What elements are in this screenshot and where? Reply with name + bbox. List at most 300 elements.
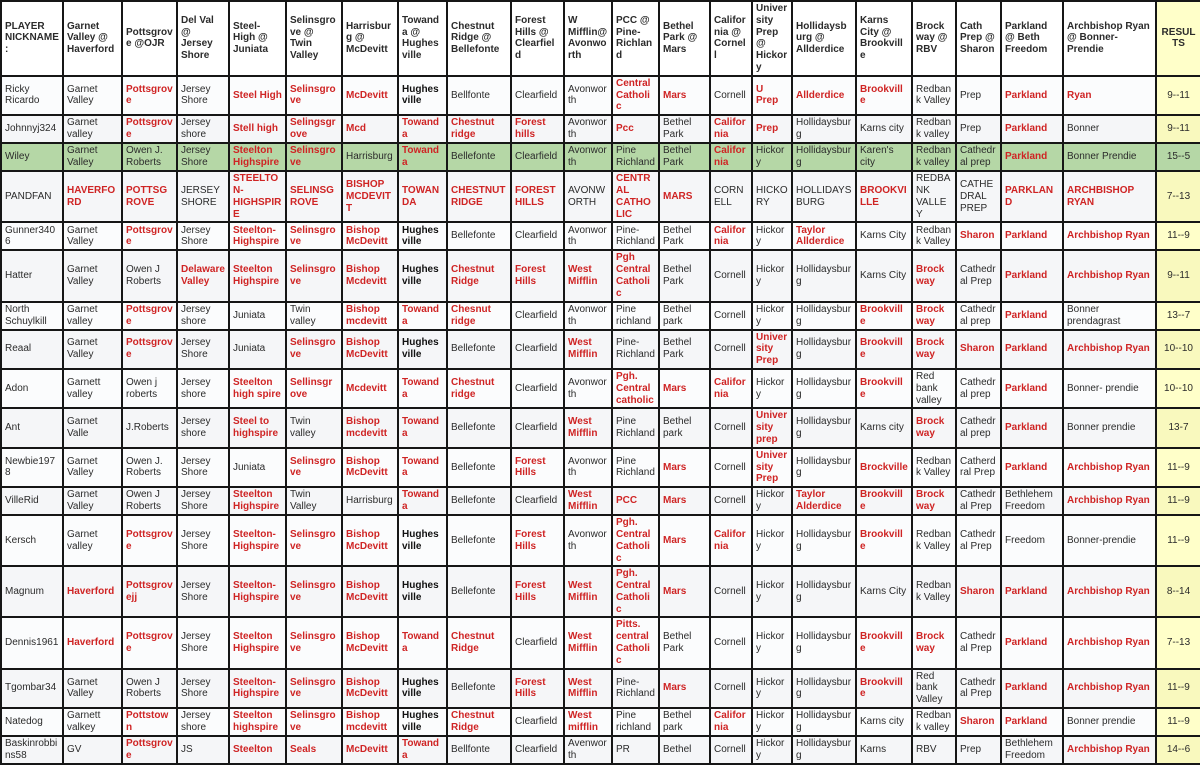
result-cell: 11--9 — [1156, 669, 1200, 708]
pick-cell: Central Catholic — [612, 76, 659, 115]
pick-cell: Mcdevitt — [342, 369, 398, 408]
pick-cell: HAVERFORD — [63, 171, 122, 222]
result-cell: 10--10 — [1156, 369, 1200, 408]
pick-cell: Jersey Shore — [177, 448, 229, 487]
table-row — [1, 76, 1200, 115]
pick-cell: Bethel park — [659, 408, 710, 447]
pick-cell: Bellefonte — [447, 448, 511, 487]
pick-cell: Freedom — [1001, 515, 1063, 566]
pick-cell: CORNELL — [710, 171, 752, 222]
pick-cell: Hickory — [752, 736, 792, 764]
pick-cell: Steelton highspire — [229, 708, 286, 736]
pick-cell: Karns City — [856, 250, 912, 301]
pick-cell: Seals — [286, 736, 342, 764]
pick-cell: Prep — [956, 736, 1001, 764]
matchup-header: Pottsgrove @OJR — [122, 1, 177, 76]
player-nickname-cell: Ant — [1, 408, 63, 447]
pick-cell: Cornell — [710, 76, 752, 115]
pick-cell: Mars — [659, 515, 710, 566]
picks-tbody — [1, 76, 1200, 764]
pick-cell: Archbishop Ryan — [1063, 222, 1156, 250]
pick-cell: Forest Hills — [511, 515, 564, 566]
pick-cell: Mars — [659, 448, 710, 487]
pick-cell: Clearfield — [511, 487, 564, 515]
pick-cell: Hughesville — [398, 330, 447, 369]
pick-cell: Bellfonte — [447, 736, 511, 764]
pick-cell: Garnet Valle — [63, 408, 122, 447]
pick-cell: Bishop mcdevitt — [342, 302, 398, 330]
pick-cell: West Mifflin — [564, 487, 612, 515]
table-row — [1, 250, 1200, 301]
pick-cell: AVONWORTH — [564, 171, 612, 222]
pick-cell: Red bank Valley — [912, 669, 956, 708]
pick-cell: PR — [612, 736, 659, 764]
pick-cell: Jersey Shore — [177, 487, 229, 515]
pick-cell: Bellefonte — [447, 408, 511, 447]
pick-cell: Mars — [659, 76, 710, 115]
pick-cell: Steel High — [229, 76, 286, 115]
pick-cell: Chestnut Ridge — [447, 250, 511, 301]
pick-cell: Brockway — [912, 487, 956, 515]
pick-cell: Karen's city — [856, 143, 912, 171]
pick-cell: Hickory — [752, 369, 792, 408]
pick-cell: Hollidaysburg — [792, 736, 856, 764]
pick-cell: Hollidaysburg — [792, 515, 856, 566]
pick-cell: Pgh. Central Catholic — [612, 515, 659, 566]
pick-cell: Pine richland — [612, 708, 659, 736]
matchup-header: Cath Prep @ Sharon — [956, 1, 1001, 76]
pick-cell: Redbank valley — [912, 115, 956, 143]
result-cell: 8--14 — [1156, 566, 1200, 617]
matchup-header: Parkland @ Beth Freedom — [1001, 1, 1063, 76]
pick-cell: Towanda — [398, 736, 447, 764]
pick-cell: HOLLIDAYSBURG — [792, 171, 856, 222]
header-row — [1, 1, 1200, 76]
pick-cell: Jersey Shore — [177, 617, 229, 668]
pick-cell: Hollidaysburg — [792, 330, 856, 369]
matchup-header: W Mifflin@ Avonworth — [564, 1, 612, 76]
pick-cell: Mars — [659, 566, 710, 617]
matchup-header: Del Val @ Jersey Shore — [177, 1, 229, 76]
result-cell: 11--9 — [1156, 222, 1200, 250]
pick-cell: Red bank valley — [912, 369, 956, 408]
pick-cell: Cornell — [710, 566, 752, 617]
pick-cell: Cathedral prep — [956, 143, 1001, 171]
pick-cell: Garnet Valley — [63, 330, 122, 369]
pick-cell: Bishop Mcdevitt — [342, 250, 398, 301]
pick-cell: Chesnut ridge — [447, 302, 511, 330]
pick-cell: Hollidaysburg — [792, 669, 856, 708]
pick-cell: Bellefonte — [447, 143, 511, 171]
pick-cell: Bonner prendagrast — [1063, 302, 1156, 330]
pick-cell: Redbank Valley — [912, 515, 956, 566]
matchup-header: Harrisburg @ McDevitt — [342, 1, 398, 76]
result-cell: 10--10 — [1156, 330, 1200, 369]
pick-cell: Towanda — [398, 487, 447, 515]
pick-cell: Archbishop Ryan — [1063, 330, 1156, 369]
pick-cell: Hughesville — [398, 566, 447, 617]
pick-cell: Jersey shore — [177, 369, 229, 408]
pick-cell: Brookville — [856, 487, 912, 515]
pick-cell: West Mifflin — [564, 669, 612, 708]
pick-cell: Bethel park — [659, 302, 710, 330]
pick-cell: Parkland — [1001, 330, 1063, 369]
matchup-header: Garnet Valley @ Haverford — [63, 1, 122, 76]
pick-cell: California — [710, 369, 752, 408]
pick-cell: Avonworth — [564, 448, 612, 487]
pick-cell: Twin valley — [286, 302, 342, 330]
table-row — [1, 566, 1200, 617]
pick-cell: Bellefonte — [447, 222, 511, 250]
pick-cell: Owen J Roberts — [122, 250, 177, 301]
pick-cell: Avonworth — [564, 515, 612, 566]
pick-cell: Pine Richland — [612, 448, 659, 487]
pick-cell: Cornell — [710, 448, 752, 487]
pick-cell: Hughesville — [398, 515, 447, 566]
pick-cell: McDevitt — [342, 736, 398, 764]
pick-cell: ARCHBISHOP RYAN — [1063, 171, 1156, 222]
matchup-header: Chestnut Ridge @ Bellefonte — [447, 1, 511, 76]
pick-cell: Pine-Richland — [612, 669, 659, 708]
pick-cell: Pottsgrove — [122, 617, 177, 668]
pick-cell: Forest Hills — [511, 566, 564, 617]
pick-cell: Redbank Valley — [912, 76, 956, 115]
table-row — [1, 617, 1200, 668]
pick-cell: Garnett valley — [63, 369, 122, 408]
pick-cell: Hickory — [752, 487, 792, 515]
pick-cell: Karns City — [856, 222, 912, 250]
pick-cell: Selinsgrove — [286, 515, 342, 566]
pick-cell: Parkland — [1001, 448, 1063, 487]
pick-cell: Garnett valkey — [63, 708, 122, 736]
player-nickname-cell: Magnum — [1, 566, 63, 617]
pick-cell: Bishop McDevitt — [342, 669, 398, 708]
pick-cell: Karns city — [856, 408, 912, 447]
pick-cell: Pcc — [612, 115, 659, 143]
pick-cell: Bethlehem Freedom — [1001, 736, 1063, 764]
pick-cell: West Mifflin — [564, 330, 612, 369]
player-nickname-cell: Kersch — [1, 515, 63, 566]
result-cell: 7--13 — [1156, 617, 1200, 668]
pick-cell: Selinsgrove — [286, 566, 342, 617]
pick-cell: Avonworth — [564, 115, 612, 143]
pick-cell: Parkland — [1001, 617, 1063, 668]
pick-cell: Sharon — [956, 566, 1001, 617]
pick-cell: Hollidaysburg — [792, 448, 856, 487]
pick-cell: Bellefonte — [447, 487, 511, 515]
result-cell: 15--5 — [1156, 143, 1200, 171]
pick-cell: Garnet valley — [63, 302, 122, 330]
pick-cell: Cathedral Prep — [956, 669, 1001, 708]
pick-cell: Karns city — [856, 708, 912, 736]
pick-cell: CHESTNUT RIDGE — [447, 171, 511, 222]
pick-cell: JERSEY SHORE — [177, 171, 229, 222]
pick-cell: Bethel park — [659, 708, 710, 736]
pick-cell: Redbank Valley — [912, 222, 956, 250]
pick-cell: Pitts. central Catholic — [612, 617, 659, 668]
pick-cell: Cornell — [710, 736, 752, 764]
pick-cell: Hickory — [752, 617, 792, 668]
player-nickname-cell: Newbie1978 — [1, 448, 63, 487]
pick-cell: Ryan — [1063, 76, 1156, 115]
pick-cell: Clearfield — [511, 76, 564, 115]
pick-cell: Cathedral Prep — [956, 617, 1001, 668]
pick-cell: Karns city — [856, 115, 912, 143]
pick-cell: PARKLAND — [1001, 171, 1063, 222]
pick-cell: Jersey Shore — [177, 330, 229, 369]
pick-cell: Steelton-Highspire — [229, 515, 286, 566]
pick-cell: Hickory — [752, 669, 792, 708]
pick-cell: Parkland — [1001, 302, 1063, 330]
pick-cell: Cathedral Prep — [956, 250, 1001, 301]
pick-cell: Chestnut ridge — [447, 115, 511, 143]
pick-cell: Delaware Valley — [177, 250, 229, 301]
table-row — [1, 369, 1200, 408]
pick-cell: Bellefonte — [447, 515, 511, 566]
player-nickname-cell: Hatter — [1, 250, 63, 301]
pick-cell: Cornell — [710, 302, 752, 330]
pick-cell: Forest hills — [511, 115, 564, 143]
pick-cell: Pottsgrove — [122, 515, 177, 566]
pick-cell: Hollidaysburg — [792, 408, 856, 447]
pick-cell: Juniata — [229, 302, 286, 330]
pick-cell: Owen j roberts — [122, 369, 177, 408]
pick-cell: U Prep — [752, 76, 792, 115]
pick-cell: Cornell — [710, 330, 752, 369]
player-nickname-cell: Reaal — [1, 330, 63, 369]
pick-cell: Towanda — [398, 617, 447, 668]
pick-cell: Hughesville — [398, 222, 447, 250]
pick-cell: Bellefonte — [447, 669, 511, 708]
pick-cell: Pine-Richland — [612, 330, 659, 369]
pick-cell: Brookville — [856, 369, 912, 408]
pick-cell: Garnet Valley — [63, 143, 122, 171]
pick-cell: Jersey Shore — [177, 143, 229, 171]
pick-cell: California — [710, 222, 752, 250]
pick-cell: BISHOP MCDEVITT — [342, 171, 398, 222]
pick-cell: West Mifflin — [564, 566, 612, 617]
pick-cell: Jersey shore — [177, 708, 229, 736]
pick-cell: McDevitt — [342, 76, 398, 115]
pick-cell: Hickory — [752, 222, 792, 250]
matchup-header: University Prep @ Hickory — [752, 1, 792, 76]
pick-cell: Bishop McDevitt — [342, 617, 398, 668]
pick-cell: Garnet Valley — [63, 669, 122, 708]
pick-cell: Prep — [752, 115, 792, 143]
pick-cell: Sellinsgrove — [286, 369, 342, 408]
pick-cell: Pottsgrove — [122, 222, 177, 250]
pick-cell: TOWANDA — [398, 171, 447, 222]
pick-cell: Parkland — [1001, 369, 1063, 408]
pick-cell: Archbishop Ryan — [1063, 617, 1156, 668]
matchup-header: California @ Cornell — [710, 1, 752, 76]
pick-cell: Twin Valley — [286, 487, 342, 515]
table-row — [1, 222, 1200, 250]
table-row — [1, 487, 1200, 515]
pick-cell: RBV — [912, 736, 956, 764]
pick-cell: Catherdral Prep — [956, 448, 1001, 487]
pick-cell: Redbank valley — [912, 143, 956, 171]
pick-cell: Selinsgrove — [286, 250, 342, 301]
pick-cell: CATHEDRAL PREP — [956, 171, 1001, 222]
pick-cell: Towanda — [398, 143, 447, 171]
pick-cell: Bishop McDevitt — [342, 222, 398, 250]
pick-cell: Pottsgrove — [122, 302, 177, 330]
pick-cell: Parkland — [1001, 143, 1063, 171]
pick-cell: STEELTON-HIGHSPIRE — [229, 171, 286, 222]
pick-cell: Allderdice — [792, 76, 856, 115]
pick-cell: REDBANK VALLEY — [912, 171, 956, 222]
pick-cell: HICKORY — [752, 171, 792, 222]
pick-cell: Pgh. Central Catholic — [612, 566, 659, 617]
pick-cell: University Prep — [752, 330, 792, 369]
pick-cell: Jersey Shore — [177, 566, 229, 617]
results-header: RESULTS — [1156, 1, 1200, 76]
pick-cell: Towanda — [398, 302, 447, 330]
pick-cell: Jersey shore — [177, 115, 229, 143]
pick-cell: Pottsgrovejj — [122, 566, 177, 617]
pick-cell: Bishop mcdevitt — [342, 408, 398, 447]
pick-cell: Parkland — [1001, 222, 1063, 250]
table-row — [1, 736, 1200, 764]
table-row — [1, 171, 1200, 222]
pick-cell: Bonner prendie — [1063, 408, 1156, 447]
pick-cell: Karns City — [856, 566, 912, 617]
pick-cell: Parkland — [1001, 408, 1063, 447]
pick-cell: Pine-Richland — [612, 222, 659, 250]
pick-cell: Bellfonte — [447, 76, 511, 115]
player-nickname-cell: Gunner3406 — [1, 222, 63, 250]
pick-cell: Harrisburg — [342, 487, 398, 515]
result-cell: 7--13 — [1156, 171, 1200, 222]
pick-cell: Avonworth — [564, 76, 612, 115]
matchup-header: Forest Hills @ Clearfield — [511, 1, 564, 76]
matchup-header: Selinsgrove @ Twin Valley — [286, 1, 342, 76]
matchup-header: Hollidaysburg @ Allderdice — [792, 1, 856, 76]
pick-cell: Hollidaysburg — [792, 708, 856, 736]
pick-cell: Hughesville — [398, 250, 447, 301]
pick-cell: Cathedral prep — [956, 302, 1001, 330]
pick-cell: Bonner-prendie — [1063, 515, 1156, 566]
pick-cell: Bethel Park — [659, 115, 710, 143]
result-cell: 11--9 — [1156, 708, 1200, 736]
pick-cell: Hughesville — [398, 669, 447, 708]
pick-cell: Hickory — [752, 250, 792, 301]
pick-cell: Hughesville — [398, 708, 447, 736]
table-row — [1, 302, 1200, 330]
pick-cell: Bethel Park — [659, 330, 710, 369]
pick-cell: Bethel Park — [659, 222, 710, 250]
matchup-header: Archbishop Ryan @ Bonner-Prendie — [1063, 1, 1156, 76]
pick-cell: Parkland — [1001, 115, 1063, 143]
pick-cell: Towanda — [398, 408, 447, 447]
result-cell: 11--9 — [1156, 515, 1200, 566]
player-nickname-cell: Wiley — [1, 143, 63, 171]
pick-cell: Brookville — [856, 515, 912, 566]
pick-cell: Pottsgrove — [122, 76, 177, 115]
pick-cell: Selinsgrove — [286, 143, 342, 171]
pick-cell: California — [710, 708, 752, 736]
pick-cell: Jersey shore — [177, 302, 229, 330]
pick-cell: SELINSGROVE — [286, 171, 342, 222]
table-row — [1, 330, 1200, 369]
player-nickname-header: PLAYER NICKNAME: — [1, 1, 63, 76]
pick-cell: Owen J Roberts — [122, 669, 177, 708]
pick-cell: Hollidaysburg — [792, 617, 856, 668]
matchup-header: Towanda @ Hughesville — [398, 1, 447, 76]
pick-cell: Cathedral Prep — [956, 487, 1001, 515]
pick-cell: Bishop mcdevitt — [342, 708, 398, 736]
pick-cell: Avenworth — [564, 736, 612, 764]
table-row — [1, 708, 1200, 736]
pick-cell: Garnet Valley — [63, 448, 122, 487]
pick-cell: Bellefonte — [447, 566, 511, 617]
pick-cell: Chestnut ridge — [447, 369, 511, 408]
pick-cell: Towanda — [398, 369, 447, 408]
pick-cell: Avonworth — [564, 143, 612, 171]
pick-cell: Chestnut Ridge — [447, 708, 511, 736]
pick-cell: Steelton Highspire — [229, 487, 286, 515]
pick-cell: Pottsgrove — [122, 115, 177, 143]
player-nickname-cell: Baskinrobbins58 — [1, 736, 63, 764]
pick-cell: Redbank Valley — [912, 566, 956, 617]
pick-cell: BROOKVILLE — [856, 171, 912, 222]
result-cell: 14--6 — [1156, 736, 1200, 764]
result-cell: 11--9 — [1156, 448, 1200, 487]
pick-cell: West Mifflin — [564, 408, 612, 447]
pick-cell: California — [710, 143, 752, 171]
pick-cell: Bonner prendie — [1063, 708, 1156, 736]
pick-cell: Hollidaysburg — [792, 115, 856, 143]
pick-cell: Forest Hills — [511, 669, 564, 708]
pick-cell: J.Roberts — [122, 408, 177, 447]
pick-cell: Forest Hills — [511, 448, 564, 487]
pick-cell: Sharon — [956, 222, 1001, 250]
pick-cell: University prep — [752, 408, 792, 447]
pick-cell: Bonner Prendie — [1063, 143, 1156, 171]
pick-cell: Owen J. Roberts — [122, 448, 177, 487]
player-nickname-cell: VilleRid — [1, 487, 63, 515]
pick-cell: Forest Hills — [511, 250, 564, 301]
pick-cell: Jersey shore — [177, 408, 229, 447]
pick-cell: Pottsgrove — [122, 736, 177, 764]
pick-cell: Bonner — [1063, 115, 1156, 143]
pick-cell: Mars — [659, 369, 710, 408]
player-nickname-cell: Ricky Ricardo — [1, 76, 63, 115]
pick-cell: Karns — [856, 736, 912, 764]
matchup-header: PCC @ Pine-Richland — [612, 1, 659, 76]
pick-cell: West Mifflin — [564, 250, 612, 301]
table-row — [1, 408, 1200, 447]
pick-cell: Owen J Roberts — [122, 487, 177, 515]
pick-cell: Clearfield — [511, 408, 564, 447]
table-row — [1, 115, 1200, 143]
pick-cell: Archbishop Ryan — [1063, 250, 1156, 301]
pick-cell: Towanda — [398, 448, 447, 487]
pick-cell: Archbishop Ryan — [1063, 448, 1156, 487]
pick-cell: Steelton-Highspire — [229, 222, 286, 250]
pick-cell: Bishop McDevitt — [342, 566, 398, 617]
pick-cell: Cornell — [710, 617, 752, 668]
pick-cell: Pgh Central Catholic — [612, 250, 659, 301]
pick-cell: Cornell — [710, 408, 752, 447]
pick-cell: Bethel — [659, 736, 710, 764]
pick-cell: Clearfield — [511, 302, 564, 330]
pick-cell: Jersey Shore — [177, 222, 229, 250]
pick-cell: PCC — [612, 487, 659, 515]
player-nickname-cell: PANDFAN — [1, 171, 63, 222]
pick-cell: Clearfield — [511, 708, 564, 736]
